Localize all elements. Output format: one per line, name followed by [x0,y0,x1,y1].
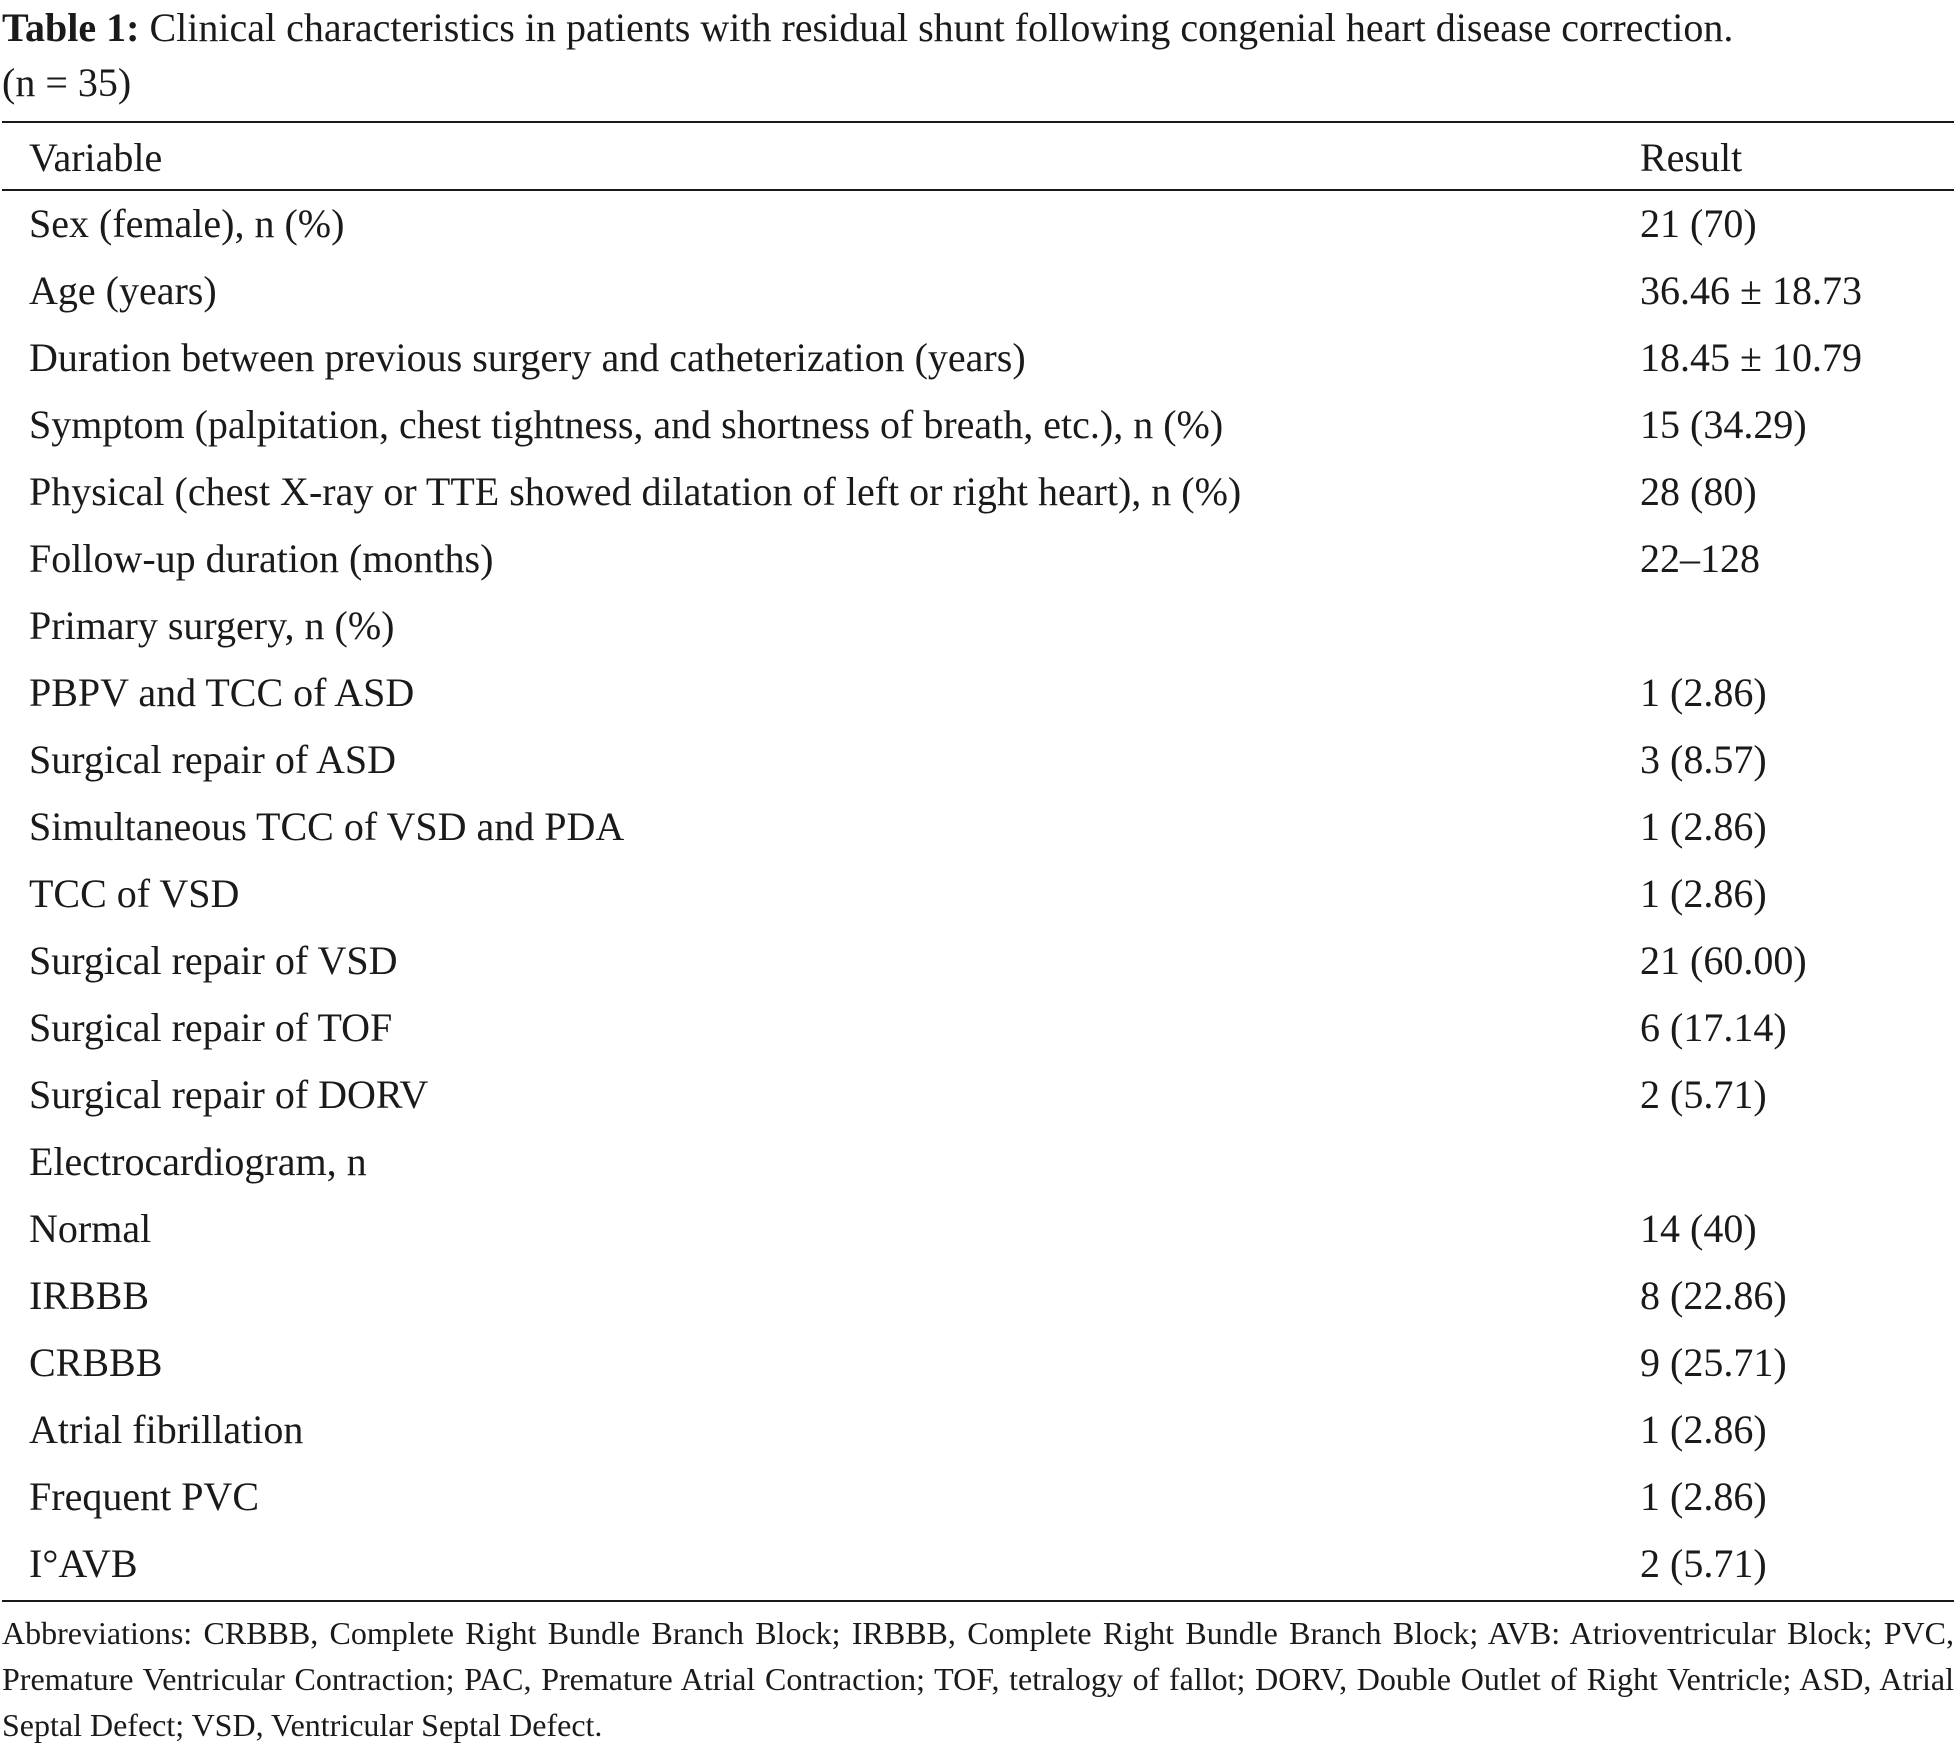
table-row [2,1195,1954,1262]
table-row [2,1262,1954,1329]
header-variable: Variable [29,135,163,180]
table-row [2,592,1954,659]
cell-variable: Symptom (palpitation, chest tightness, and shortness of breath, etc.), n (%) [29,402,1224,447]
cell-variable: Frequent PVC [29,1474,259,1519]
caption-text: Clinical characteristics in patients with residual shunt following congenial heart disease correction. [149,5,1734,50]
bottom-rule [2,1600,1954,1602]
table-row [2,793,1954,860]
cell-result: 28 (80) [1640,469,1757,514]
table-row [2,927,1954,994]
cell-result [1640,592,1954,659]
table-row [2,458,1954,525]
cell-variable: Physical (chest X-ray or TTE showed dilatation of left or right heart), n (%) [29,469,1242,514]
table-row [2,1396,1954,1463]
cell-result: 1 (2.86) [1640,871,1767,916]
table-row [2,994,1954,1061]
cell-result: 1 (2.86) [1640,670,1767,715]
top-rule [2,121,1954,123]
cell-variable: Atrial fibrillation [29,1407,304,1452]
table-row [2,1061,1954,1128]
cell-variable: Surgical repair of TOF [29,1005,393,1050]
table-body [2,190,1954,1597]
table-row [2,324,1954,391]
table-row [2,1329,1954,1396]
table-row [2,1128,1954,1195]
cell-result: 9 (25.71) [1640,1340,1787,1385]
cell-result: 21 (60.00) [1640,938,1807,983]
cell-variable: TCC of VSD [29,871,240,916]
table-header-row [2,126,1954,190]
cell-result: 3 (8.57) [1640,737,1767,782]
table-caption [2,0,1954,110]
cell-result: 21 (70) [1640,201,1757,246]
cell-result: 14 (40) [1640,1206,1757,1251]
cell-variable: I°AVB [29,1541,138,1586]
cell-variable: PBPV and TCC of ASD [29,670,415,715]
cell-variable: Normal [29,1206,152,1251]
cell-variable: Duration between previous surgery and catheterization (years) [29,335,1026,380]
table-row [2,1530,1954,1597]
table-row [2,391,1954,458]
table-row [2,726,1954,793]
cell-variable: Follow-up duration (months) [29,536,494,581]
cell-result: 1 (2.86) [1640,1407,1767,1452]
cell-variable: Surgical repair of DORV [29,1072,429,1117]
table-row [2,190,1954,257]
clinical-characteristics-table [2,126,1954,1597]
cell-variable: Simultaneous TCC of VSD and PDA [29,804,625,849]
cell-result: 8 (22.86) [1640,1273,1787,1318]
cell-result: 2 (5.71) [1640,1072,1767,1117]
caption-subtitle: (n = 35) [2,60,132,105]
caption-label: Table 1: [2,5,140,50]
cell-result: 1 (2.86) [1640,1474,1767,1519]
cell-variable: Age (years) [29,268,217,313]
table-row [2,659,1954,726]
cell-result: 2 (5.71) [1640,1541,1767,1586]
cell-variable: Electrocardiogram, n [29,1139,367,1184]
table-row [2,525,1954,592]
header-result: Result [1640,135,1743,180]
cell-result: 18.45 ± 10.79 [1640,335,1862,380]
abbreviations-footnote: Abbreviations: CRBBB, Complete Right Bundle Branch Block; IRBBB, Complete Right Bundle Branch Block; AVB: Atrioventricular Block; PVC, Premature Ventricular Contraction; PAC, Premature Atrial Contraction; TOF, tetralogy of fallot; DORV, Double Outlet of Right Ventricle; ASD, Atrial Septal Defect; VSD, Ventricular Septal Defect. [2,1615,1954,1743]
cell-result: 15 (34.29) [1640,402,1807,447]
table-row [2,860,1954,927]
cell-variable: Sex (female), n (%) [29,201,345,246]
table-row [2,1463,1954,1530]
table-row [2,257,1954,324]
cell-variable: Primary surgery, n (%) [29,603,395,648]
cell-result: 6 (17.14) [1640,1005,1787,1050]
cell-result [1640,1128,1954,1195]
cell-variable: Surgical repair of VSD [29,938,398,983]
cell-variable: Surgical repair of ASD [29,737,396,782]
cell-variable: CRBBB [29,1340,163,1385]
cell-variable: IRBBB [29,1273,150,1318]
cell-result: 36.46 ± 18.73 [1640,268,1862,313]
cell-result: 1 (2.86) [1640,804,1767,849]
cell-result: 22–128 [1640,536,1760,581]
